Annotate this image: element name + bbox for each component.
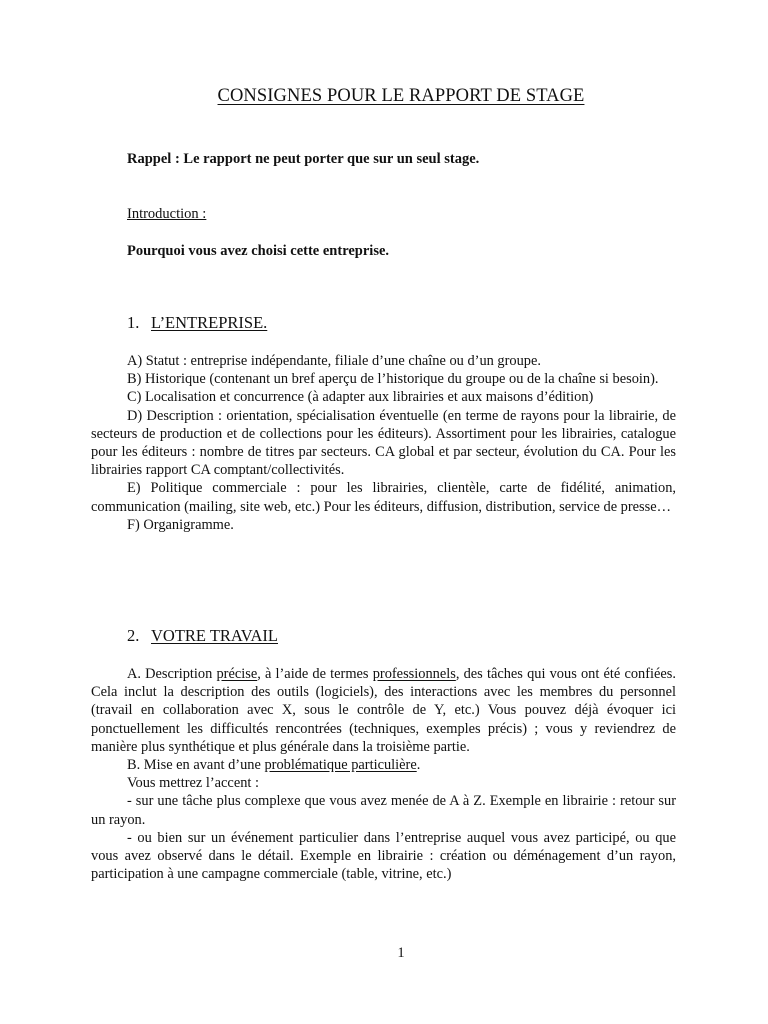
section-2-heading bbox=[127, 626, 278, 646]
section-1-item-d: D) Description : orientation, spécialisation éventuelle (en terme de rayons pour la librairie, de secteurs de production et de collections pour les éditeurs). Assortiment pour les librairies, catalogue pour les éditeurs : nombre de titres par secteurs. CA global et par secteur, évolution du CA. Pour les librairies rapport CA comptant/collectivités. bbox=[91, 407, 676, 479]
section-2-title: VOTRE TRAVAIL bbox=[151, 626, 278, 645]
underlined-term: précise bbox=[216, 666, 258, 682]
page-number: 1 bbox=[397, 945, 405, 961]
section-1-item-e: E) Politique commerciale : pour les librairies, clientèle, carte de fidélité, animation, communication (mailing, site web, etc.) Pour les éditeurs, diffusion, distribution, service de presse… bbox=[91, 480, 676, 515]
section-1-title: L’ENTREPRISE. bbox=[151, 313, 268, 332]
section-1-item-a: A) Statut : entreprise indépendante, filiale d’une chaîne ou d’un groupe. bbox=[127, 353, 541, 369]
section-1-item-c: C) Localisation et concurrence (à adapter aux librairies et aux maisons d’édition) bbox=[127, 389, 594, 406]
section-2-number: 2. bbox=[127, 626, 140, 645]
text-run: B. Mise en avant d’une bbox=[127, 757, 265, 774]
section-2-item-a bbox=[91, 665, 676, 756]
text-run: . bbox=[416, 757, 421, 774]
section-2-item-b bbox=[91, 756, 676, 774]
section-2-body bbox=[91, 665, 676, 883]
section-1-heading bbox=[127, 313, 267, 333]
section-1-number: 1. bbox=[127, 313, 140, 332]
page-title: CONSIGNES POUR LE RAPPORT DE STAGE bbox=[217, 86, 585, 106]
bullet-item: - ou bien sur un événement particulier dans l’entreprise auquel vous avez participé, ou que vous avez observé dans le détail. Exemple en librairie : création ou déménagement d’un rayon, participation à une campagne commerciale (table, vitrine, etc.) bbox=[91, 829, 676, 883]
text-run: , à l’aide de termes bbox=[257, 666, 373, 682]
rappel-note: Rappel : Le rapport ne peut porter que sur un seul stage. bbox=[127, 151, 480, 167]
section-1-item-b: B) Historique (contenant un bref aperçu de l’historique du groupe ou de la chaîne si besoin). bbox=[127, 371, 659, 388]
underlined-term: professionnels bbox=[372, 666, 456, 682]
section-1-body bbox=[91, 352, 676, 534]
accent-line: Vous mettrez l’accent : bbox=[127, 775, 259, 792]
text-run: , des tâches qui vous ont été confiées. Cela inclut la description des outils (logiciels), des interactions avec les membres du personnel (travail en collaboration avec X, sous le contrôle de Y, etc.) Vous pouvez déjà évoquer ici ponctuellement les difficultés rencontrées (techniques, exemples précis) ; vous y reviendrez de manière plus synthétique et plus générale dans la troisième partie. bbox=[91, 666, 676, 755]
underlined-term: problématique particulière bbox=[264, 757, 417, 774]
introduction-label: Introduction : bbox=[127, 206, 207, 222]
bullet-item: - sur une tâche plus complexe que vous avez menée de A à Z. Exemple en librairie : retour sur un rayon. bbox=[91, 793, 676, 828]
section-1-item-f: F) Organigramme. bbox=[127, 516, 234, 533]
introduction-question: Pourquoi vous avez choisi cette entreprise. bbox=[127, 243, 390, 259]
text-run: A. Description bbox=[127, 666, 217, 682]
